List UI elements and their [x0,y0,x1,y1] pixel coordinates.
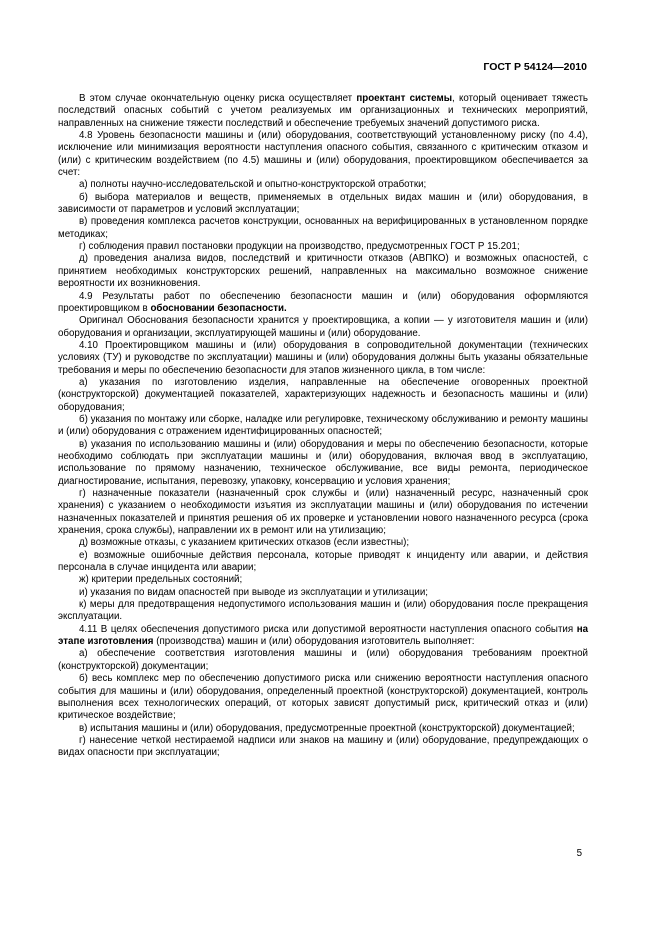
paragraph-text: г) нанесение четкой нестираемой надписи или знаков на машину и (или) оборудование, предупреждающих о видах опасности при эксплуатации; [58,734,588,759]
paragraph [58,574,588,586]
paragraph-text: г) соблюдения правил постановки продукции на производство, предусмотренных ГОСТ Р 15.201; [79,241,520,253]
paragraph [58,291,588,316]
paragraph-text: 4.8 Уровень безопасности машины и (или) оборудования, соответствующий установленному риску (по 4.4), исключение или минимизация вероятности наступления опасного события, связанного с критическим отказом и (или) с критическим воздействием (по 4.5) машины и (или) оборудования, проектировщиком обеспечивается за счет: [58,130,588,179]
paragraph-text: а) обеспечение соответствия изготовления машины и (или) оборудования требованиям проектной (конструкторской) документации; [58,648,588,672]
document-body [58,93,588,760]
paragraph-text: в) проведения комплекса расчетов конструкции, основанных на верифицированных в установленном порядке методиках; [58,216,588,240]
paragraph [58,93,588,130]
paragraph-text: а) полноты научно-исследовательской и опытно-конструкторской отработки; [79,179,427,191]
paragraph [58,488,588,537]
paragraph-text: 4.10 Проектировщиком машины и (или) оборудования в сопроводительной документации (технических условиях (ТУ) и руководстве по эксплуатации) машины и (или) оборудования должны быть указаны обязательные требования и меры по обеспечению безопасности для этапов жизненного цикла, в том числе: [58,339,588,376]
paragraph [58,241,588,253]
paragraph-text: 4.9 Результаты работ по обеспечению безопасности машин и (или) оборудования оформляются проектировщиком в [58,290,588,314]
paragraph-text: в) испытания машины и (или) оборудования, предусмотренные проектной (конструкторской) документацией; [79,722,575,734]
paragraph-text: б) указания по монтажу или сборке, наладке или регулировке, техническому обслуживанию и ремонту машины и (или) оборудования с отражением идентифицированных опасностей; [58,413,588,438]
paragraph [58,253,588,290]
paragraph [58,216,588,241]
emphasized-term: на этапе изготовления [58,623,588,648]
paragraph [58,537,588,549]
paragraph-text: е) возможные ошибочные действия персонала, которые приводят к инциденту или аварии, и действия персонала в случае инцидента или аварии; [58,549,588,574]
paragraph [58,723,588,735]
paragraph [58,414,588,439]
emphasized-term: проектант системы [356,93,453,104]
paragraph-text: ж) критерии предельных состояний; [79,574,243,586]
page-number: 5 [576,848,582,859]
paragraph-text: б) выбора материалов и веществ, применяемых в отдельных видах машин и (или) оборудования, в зависимости от параметров и условий эксплуатации; [58,191,588,216]
paragraph-text: Оригинал Обоснования безопасности хранится у проектировщика, а копии — у изготовителя машин и (или) оборудования и организации, эксплуатирующей машины и (или) оборудование. [58,315,588,339]
paragraph-text: д) проведения анализа видов, последствий и критичности отказов (АВПКО) и возможных опасностей, с принятием необходимых конструкторских решений, направленных на максимально возможное снижение вероятности их возникновения. [58,253,588,290]
paragraph-text: 4.11 В целях обеспечения допустимого риска или допустимой вероятности наступления опасного события [79,623,577,635]
paragraph [58,550,588,575]
paragraph [58,587,588,599]
paragraph-text: В этом случае окончательную оценку риска осуществляет [79,93,357,104]
paragraph [58,648,588,673]
paragraph [58,624,588,649]
paragraph-text: , который оценивает тяжесть последствий опасных событий с учетом реализуемых им организационных и технических мероприятий, направленных на снижение тяжести последствий и обеспечение требуемых значений допустимого риска. [58,93,588,129]
paragraph [58,130,588,179]
paragraph-text: (производства) машин и (или) оборудования изготовитель выполняет: [153,636,475,648]
paragraph [58,599,588,624]
paragraph [58,673,588,722]
paragraph-text: в) указания по использованию машины и (или) оборудования и меры по обеспечению безопасности, которые необходимо соблюдать при эксплуатации машины и (или) оборудования, включая ввод в эксплуатацию, использование по прямому назначению, техническое обслуживание, все виды ремонта, периодическое диагностирование, испытания, перевозку, упаковку, консервацию и условия хранения; [58,438,588,487]
paragraph-text: к) меры для предотвращения недопустимого использования машин и (или) оборудования после прекращения эксплуатации. [58,599,588,623]
paragraph [58,439,588,488]
paragraph-text: г) назначенные показатели (назначенный срок службы и (или) назначенный ресурс, назначенный срок хранения) с указанием о необходимости изъятия из эксплуатации машины и (или) оборудования по истечении назначенных показателей и принятия решения об их проверке и установлении нового назначенного ресурса (срока хранения, срока службы), направлении их в ремонт или на утилизацию; [58,488,588,537]
paragraph [58,315,588,340]
paragraph-text: д) возможные отказы, с указанием критических отказов (если известны); [79,537,410,549]
paragraph [58,735,588,760]
paragraph-text: б) весь комплекс мер по обеспечению допустимого риска или снижению вероятности наступления опасного события для машины и (или) оборудования, определенный проектной (конструкторской) документацией, контроль выполнения всех технологических операций, от которых зависят допустимый риск, критический отказ и (или) критическое воздействие; [58,673,588,722]
standard-designation: ГОСТ Р 54124—2010 [483,61,587,73]
paragraph [58,192,588,217]
emphasized-term: обосновании безопасности. [150,302,287,314]
paragraph [58,377,588,414]
paragraph [58,340,588,377]
paragraph-text: а) указания по изготовлению изделия, направленные на обеспечение оговоренных проектной (конструкторской) документацией показателей, характеризующих надежность и безопасность машины и (или) оборудования; [58,376,588,413]
paragraph [58,179,588,191]
paragraph-text: и) указания по видам опасностей при выводе из эксплуатации и утилизации; [79,586,429,598]
